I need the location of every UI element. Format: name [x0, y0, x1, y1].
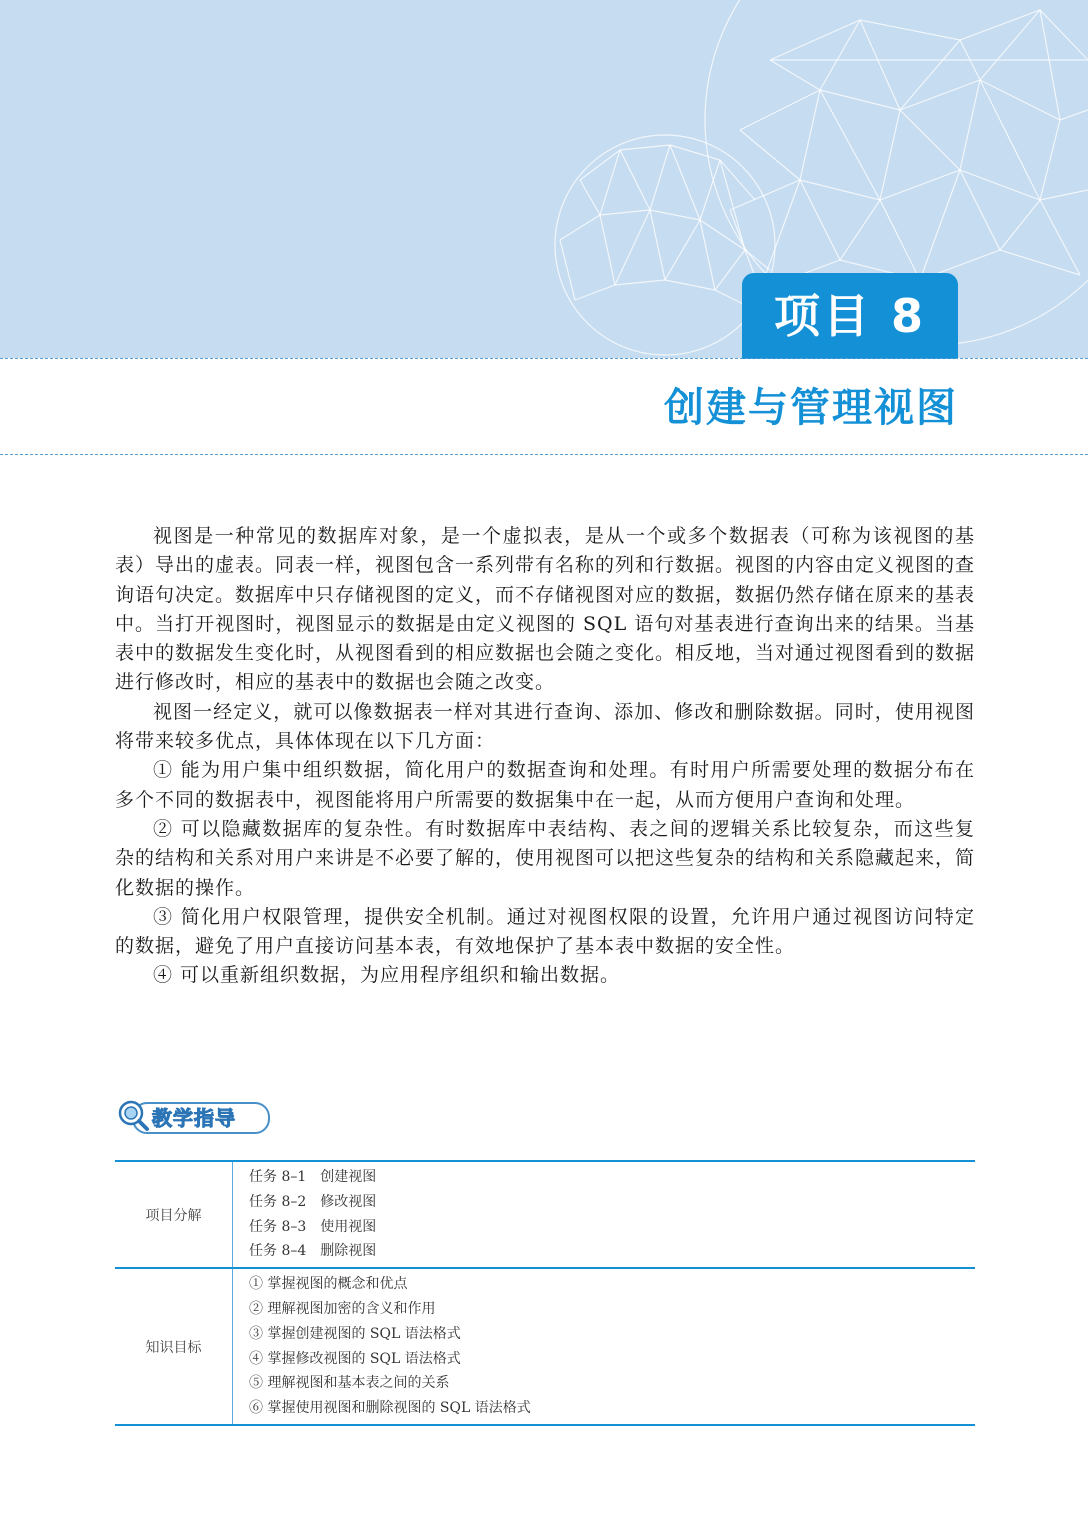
list-item: 任务 8–4 删除视图	[249, 1243, 377, 1260]
paragraph-point-1: ① 能为用户集中组织数据，简化用户的数据查询和处理。有时用户所需要处理的数据分布在多个不同的数据表中，视图能将用户所需要的数据集中在一起，从而方便用户查询和处理。	[115, 759, 975, 811]
paragraph-point-3: ③ 简化用户权限管理，提供安全机制。通过对视图权限的设置，允许用户通过视图访问特定的数据，避免了用户直接访问基本表，有效地保护了基本表中数据的安全性。	[115, 905, 975, 958]
list-item: ⑥ 掌握使用视图和删除视图的 SQL 语法格式	[249, 1400, 531, 1417]
list-item: ② 理解视图加密的含义和作用	[249, 1300, 436, 1317]
list-item: 任务 8–1 创建视图	[249, 1169, 377, 1185]
teaching-guide-table	[115, 1160, 975, 1426]
badge-label: 教学指导	[152, 1106, 236, 1130]
magnifier-icon	[116, 1098, 150, 1132]
list-item: 任务 8–2 修改视图	[249, 1193, 377, 1210]
row-head-breakdown: 项目分解	[115, 1161, 233, 1268]
table-row-knowledge	[115, 1268, 975, 1425]
paragraph-point-2: ② 可以隐藏数据库的复杂性。有时数据库中表结构、表之间的逻辑关系比较复杂，而这些复杂的结构和关系对用户来讲是不必要了解的，使用视图可以把这些复杂的结构和关系隐藏起来，简化数据的操作。	[115, 817, 976, 899]
teaching-guide-badge	[116, 1098, 268, 1134]
row-head-knowledge: 知识目标	[115, 1268, 233, 1425]
body-text	[115, 522, 975, 991]
row-items-knowledge	[233, 1268, 976, 1425]
list-item: ① 掌握视图的概念和优点	[249, 1276, 408, 1293]
table-row-breakdown	[115, 1161, 975, 1268]
chapter-label: 项目 8	[742, 273, 958, 359]
paragraph-point-4: ④ 可以重新组织数据，为应用程序组织和输出数据。	[153, 964, 621, 987]
divider-bottom	[0, 454, 1088, 455]
paragraph-intro: 视图是一种常见的数据库对象，是一个虚拟表，是从一个或多个数据表（可称为该视图的基表）导出的虚表。同表一样，视图包含一系列带有名称的列和行数据。视图的内容由定义视图的查询语句决定。数据库中只存储视图的定义，而不存储视图对应的数据，数据仍然存储在原来的基表中。当打开视图时，视图显示的数据是由定义视图的 SQL 语句对基表进行查询出来的结果。当基表中的数据发生变化时，从视图看到的相应数据也会随之变化。相反地，当对通过视图看到的数据进行修改时，相应的基表中的数据也会随之改变。	[115, 525, 976, 694]
divider-top	[0, 358, 1088, 359]
paragraph-advantages: 视图一经定义，就可以像数据表一样对其进行查询、添加、修改和删除数据。同时，使用视图将带来较多优点，具体体现在以下几方面：	[115, 700, 975, 753]
list-item: ④ 掌握修改视图的 SQL 语法格式	[249, 1350, 461, 1367]
row-items-breakdown	[233, 1161, 976, 1268]
list-item: ⑤ 理解视图和基本表之间的关系	[249, 1375, 450, 1392]
list-item: 任务 8–3 使用视图	[249, 1218, 377, 1235]
list-item: ③ 掌握创建视图的 SQL 语法格式	[249, 1325, 461, 1342]
chapter-title: 创建与管理视图	[664, 385, 958, 431]
